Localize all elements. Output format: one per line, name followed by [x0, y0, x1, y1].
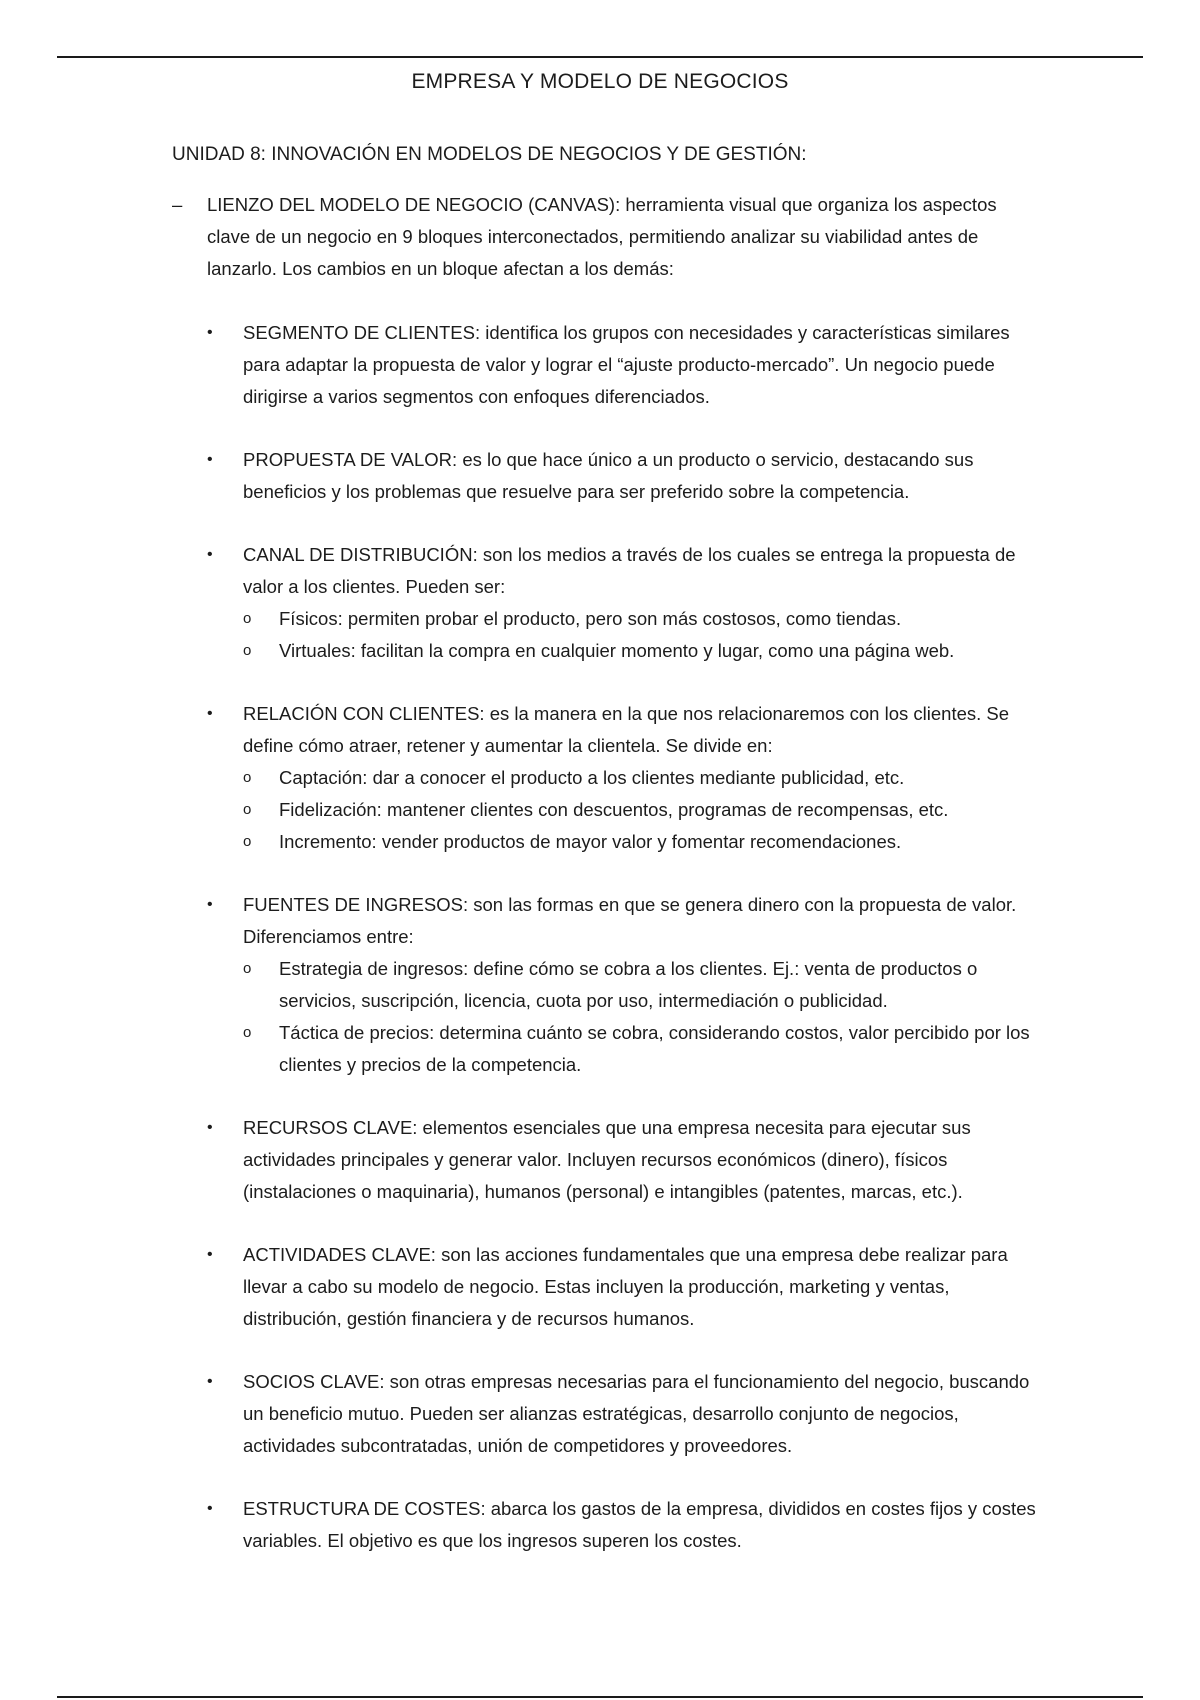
bullet-marker: • [207, 1373, 213, 1390]
bullet-marker: • [207, 896, 213, 913]
block-actividades-clave [207, 1239, 1037, 1335]
block-text: RELACIÓN CON CLIENTES: es la manera en la que nos relacionaremos con los clientes. Se define cómo atraer, retener y aumentar la clientela. Se divide en: [243, 703, 1010, 756]
sub-marker: o [243, 610, 252, 627]
block-propuesta-valor [207, 444, 1037, 508]
bullet-marker: • [207, 451, 213, 468]
sub-marker: o [243, 642, 252, 659]
block-text: SOCIOS CLAVE: son otras empresas necesarias para el funcionamiento del negocio, buscando un beneficio mutuo. Pueden ser alianzas estratégicas, desarrollo conjunto de negocios, actividades subcontratadas, unión de competidores y proveedores. [243, 1371, 1030, 1456]
bullet-marker: • [207, 1119, 213, 1136]
sub-marker: o [243, 1024, 252, 1041]
sub-item [207, 826, 1037, 858]
sub-marker: o [243, 833, 252, 850]
sub-item-text: Fidelización: mantener clientes con descuentos, programas de recompensas, etc. [279, 799, 949, 820]
unit-heading: UNIDAD 8: INNOVACIÓN EN MODELOS DE NEGOCIOS Y DE GESTIÓN: [172, 144, 807, 165]
sub-item-text: Incremento: vender productos de mayor valor y fomentar recomendaciones. [279, 831, 902, 852]
intro-item [172, 189, 1032, 285]
sub-item [207, 603, 1037, 635]
bullet-marker: • [207, 324, 213, 341]
sub-item [207, 794, 1037, 826]
top-rule [57, 56, 1143, 58]
block-fuentes-ingresos [207, 889, 1037, 1081]
block-text: PROPUESTA DE VALOR: es lo que hace único a un producto o servicio, destacando sus beneficios y los problemas que resuelve para ser preferido sobre la competencia. [243, 449, 974, 502]
block-text: SEGMENTO DE CLIENTES: identifica los grupos con necesidades y características similares para adaptar la propuesta de valor y lograr el “ajuste producto-mercado”. Un negocio puede dirigirse a varios segmentos con enfoques diferenciados. [243, 322, 1010, 407]
bullet-marker: • [207, 546, 213, 563]
block-text: ESTRUCTURA DE COSTES: abarca los gastos de la empresa, divididos en costes fijos y costes variables. El objetivo es que los ingresos superen los costes. [243, 1498, 1036, 1551]
block-socios-clave [207, 1366, 1037, 1462]
block-recursos-clave [207, 1112, 1037, 1208]
sub-item-text: Estrategia de ingresos: define cómo se cobra a los clientes. Ej.: venta de productos o servicios, suscripción, licencia, cuota por uso, intermediación o publicidad. [279, 958, 978, 1011]
sub-item-text: Táctica de precios: determina cuánto se cobra, considerando costos, valor percibido por los clientes y precios de la competencia. [279, 1022, 1030, 1075]
bottom-rule [57, 1696, 1143, 1698]
sub-item [207, 953, 1037, 1017]
dash-marker: – [172, 194, 183, 215]
intro-text: LIENZO DEL MODELO DE NEGOCIO (CANVAS): herramienta visual que organiza los aspectos clave de un negocio en 9 bloques interconectados, permitiendo analizar su viabilidad antes de lanzarlo. Los cambios en un bloque afectan a los demás: [207, 194, 997, 279]
bullet-marker: • [207, 705, 213, 722]
block-relacion-clientes [207, 698, 1037, 858]
block-text: FUENTES DE INGRESOS: son las formas en que se genera dinero con la propuesta de valor. Diferenciamos entre: [243, 894, 1017, 947]
block-text: RECURSOS CLAVE: elementos esenciales que una empresa necesita para ejecutar sus actividades principales y generar valor. Incluyen recursos económicos (dinero), físicos (instalaciones o maquinaria), humanos (personal) e intangibles (patentes, marcas, etc.). [243, 1117, 971, 1202]
sub-item-text: Físicos: permiten probar el producto, pero son más costosos, como tiendas. [279, 608, 902, 629]
block-text: ACTIVIDADES CLAVE: son las acciones fundamentales que una empresa debe realizar para llevar a cabo su modelo de negocio. Estas incluyen la producción, marketing y ventas, distribución, gestión financiera y de recursos humanos. [243, 1244, 1008, 1329]
block-segmento-clientes [207, 317, 1037, 413]
sub-item [207, 762, 1037, 794]
block-canal-distribucion [207, 539, 1037, 667]
sub-marker: o [243, 769, 252, 786]
canvas-blocks-list [207, 317, 1037, 1588]
bullet-marker: • [207, 1246, 213, 1263]
page-title: EMPRESA Y MODELO DE NEGOCIOS [411, 70, 789, 93]
block-text: CANAL DE DISTRIBUCIÓN: son los medios a través de los cuales se entrega la propuesta de valor a los clientes. Pueden ser: [243, 544, 1016, 597]
bullet-marker: • [207, 1500, 213, 1517]
sub-marker: o [243, 801, 252, 818]
sub-marker: o [243, 960, 252, 977]
sub-item [207, 635, 1037, 667]
sub-item-text: Virtuales: facilitan la compra en cualquier momento y lugar, como una página web. [279, 640, 955, 661]
sub-item-text: Captación: dar a conocer el producto a los clientes mediante publicidad, etc. [279, 767, 905, 788]
sub-item [207, 1017, 1037, 1081]
block-estructura-costes [207, 1493, 1037, 1557]
